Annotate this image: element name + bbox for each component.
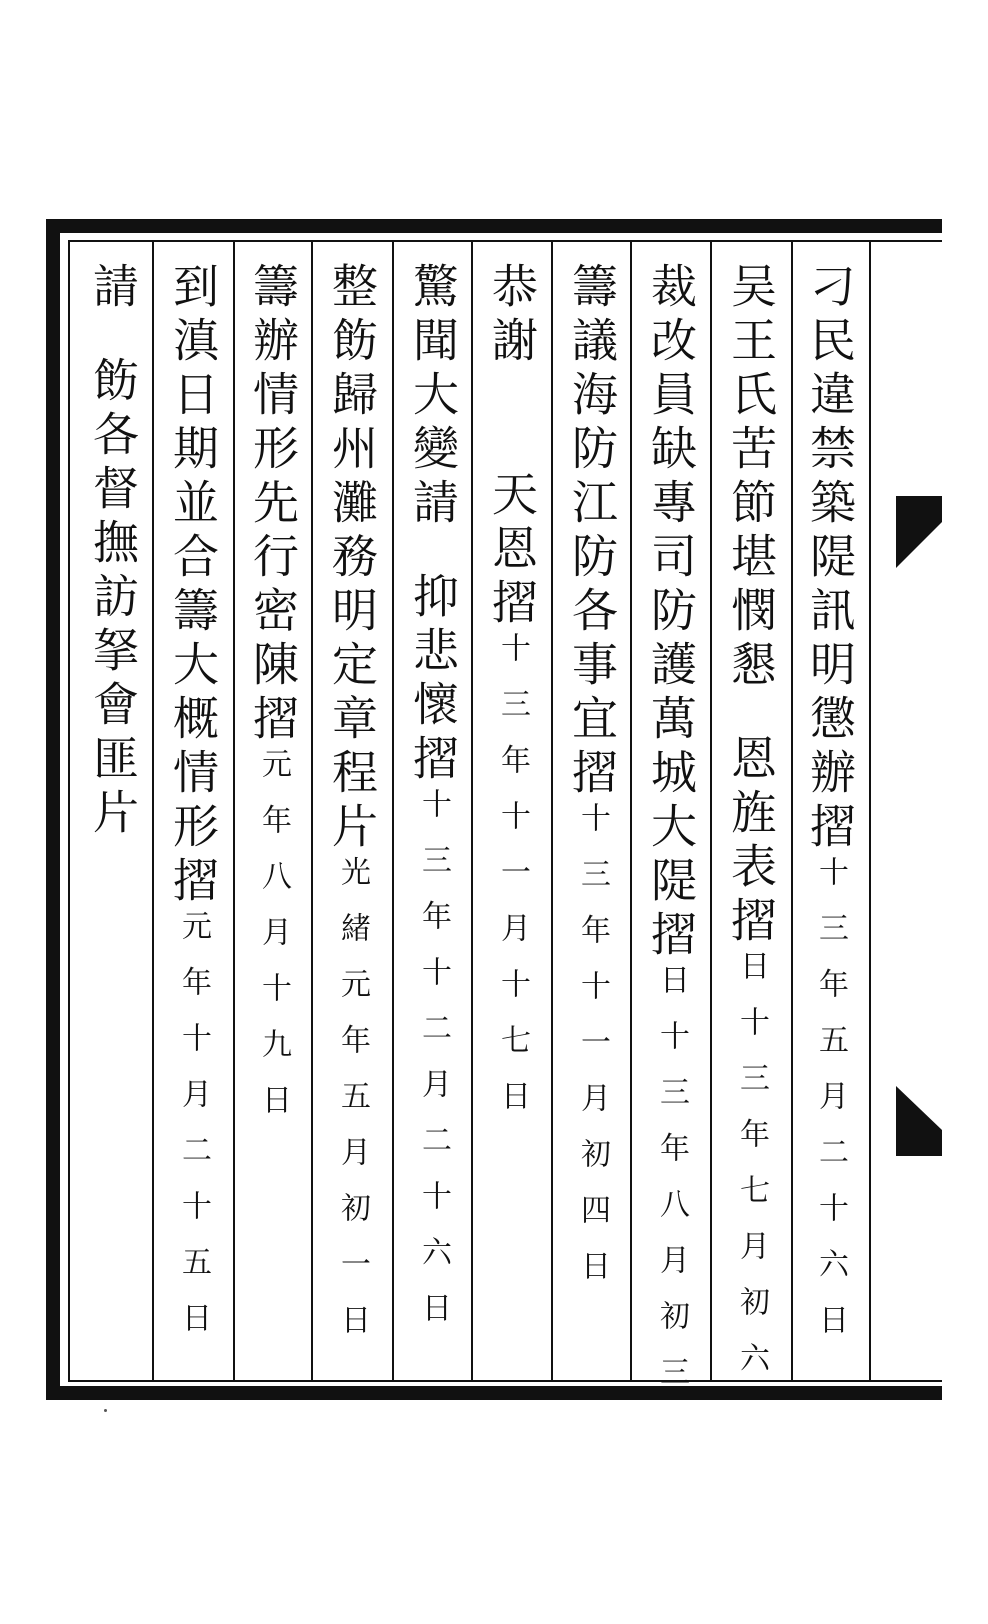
entry-date: 光緒元年五月初一日 bbox=[335, 856, 370, 1360]
entry-title: 吴王氏苦節堪憫懇 bbox=[724, 262, 778, 694]
entry-title: 籌議海防江防各事宜摺 bbox=[565, 262, 619, 802]
memorial-entry-4 bbox=[552, 262, 632, 1377]
memorial-entry-6 bbox=[393, 262, 473, 1377]
memorial-entry-8 bbox=[233, 262, 313, 1377]
entry-title: 恭謝 bbox=[485, 262, 539, 370]
entry-title-honorific: 天恩摺 bbox=[485, 470, 539, 632]
memorial-entry-5 bbox=[472, 262, 552, 1377]
entry-date: 十三年十一月十七日 bbox=[495, 632, 530, 1136]
fishtail-mark-upper bbox=[896, 488, 942, 578]
entry-date: 十三年十一月初四日 bbox=[575, 802, 610, 1306]
entry-title: 裁改員缺專司防護萬城大隄摺 bbox=[644, 262, 698, 964]
entry-title: 驚聞大變請 bbox=[406, 262, 460, 532]
memorial-entry-7 bbox=[312, 262, 392, 1377]
entry-date: 十三年五月二十六日 bbox=[813, 856, 848, 1360]
entry-date: 十三年十二月二十六日 bbox=[416, 788, 451, 1348]
entry-date: 日十三年八月初三 bbox=[654, 964, 689, 1412]
entry-title-honorific: 飭各督撫訪拏會匪片 bbox=[86, 356, 140, 842]
fishtail-mark-lower bbox=[896, 1082, 942, 1162]
entry-title: 請 bbox=[86, 262, 140, 316]
entry-title-honorific: 恩旌表摺 bbox=[724, 734, 778, 950]
memorial-entry-9 bbox=[153, 262, 233, 1377]
entry-title: 整飭歸州灘務明定章程片 bbox=[325, 262, 379, 856]
entry-title: 到滇日期並合籌大概情形摺 bbox=[166, 262, 220, 910]
memorial-entry-3 bbox=[631, 262, 711, 1412]
memorial-entry-1 bbox=[790, 262, 870, 1377]
entry-date: 元年八月十九日 bbox=[256, 748, 291, 1140]
entry-title: 刁民違禁築隄訊明懲辦摺 bbox=[803, 262, 857, 856]
entry-title-honorific: 抑悲懷摺 bbox=[406, 572, 460, 788]
memorial-entry-2 bbox=[711, 262, 791, 1398]
entry-date: 元年十月二十五日 bbox=[176, 910, 211, 1358]
entry-title: 籌辦情形先行密陳摺 bbox=[246, 262, 300, 748]
ink-speck bbox=[104, 1409, 107, 1412]
entry-date: 日十三年七月初六 bbox=[734, 950, 769, 1398]
memorial-entry-10 bbox=[73, 262, 153, 1377]
